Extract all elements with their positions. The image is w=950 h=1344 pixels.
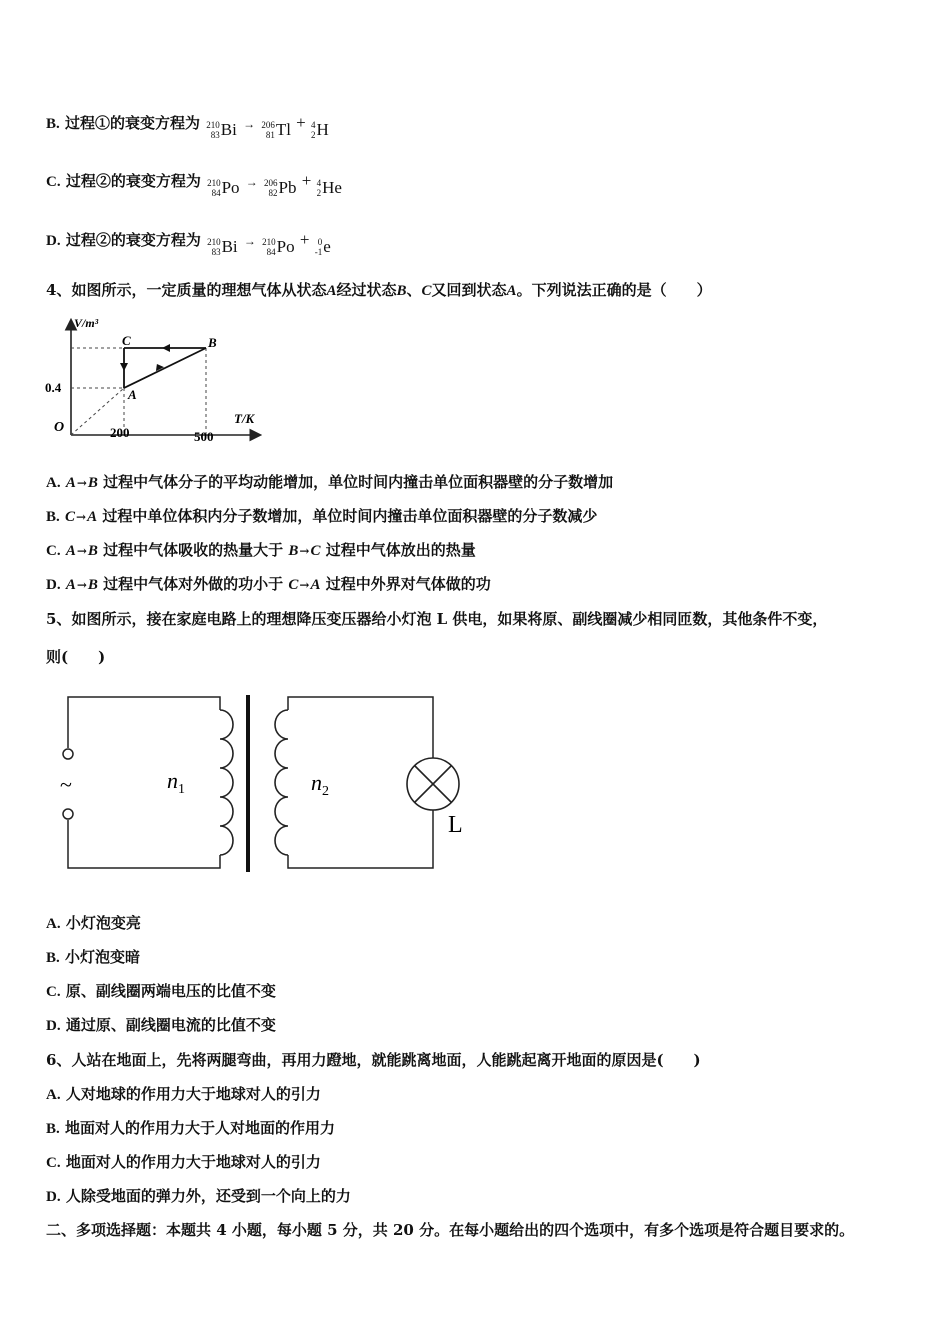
state-label: A <box>326 283 337 299</box>
mass-number: 210 <box>206 120 220 130</box>
section-text: 二、多项选择题：本题共 4 小题，每小题 5 分，共 20 分。在每小题给出的四个选项中，有多个选项是符合题目要求的。 <box>46 1221 855 1239</box>
lamp-label: L <box>448 812 463 838</box>
option-text: 小灯泡变亮 <box>65 914 141 932</box>
state-label: C <box>288 577 299 593</box>
decay-equation <box>206 171 343 198</box>
mass-number: 0 <box>317 237 323 247</box>
option-letter: D. <box>46 233 61 249</box>
state-label: A <box>506 283 517 299</box>
arrow-ca <box>120 363 128 371</box>
state-label: A <box>65 475 76 491</box>
nuclide-daughter <box>261 120 291 140</box>
ac-source-symbol: ~ <box>60 772 72 797</box>
option-letter: B. <box>46 116 60 132</box>
secondary-turns-label: $n_2$ <box>311 770 329 799</box>
mass-number: 210 <box>207 178 221 188</box>
secondary-wire-top <box>288 697 433 758</box>
reaction-arrow: → <box>243 234 256 248</box>
process-arrow: → <box>299 544 310 558</box>
option-text: 地面对人的作用力大于人对地面的作用力 <box>65 1119 336 1137</box>
option-text: 过程中气体分子的平均动能增加，单位时间内撞击单位面积器壁的分子数增加 <box>103 473 614 491</box>
process-arrow: → <box>76 510 87 524</box>
option-text: 过程中单位体积内分子数增加，单位时间内撞击单位面积器壁的分子数减少 <box>102 507 598 525</box>
option-text: 地面对人的作用力大于地球对人的引力 <box>65 1153 321 1171</box>
plus-sign: + <box>299 230 310 249</box>
element-symbol: Bi <box>220 120 237 139</box>
q5-option-b <box>46 947 140 968</box>
option-text: 通过原、副线圈电流的比值不变 <box>65 1016 276 1034</box>
plus-sign: + <box>301 171 312 190</box>
option-letter: C. <box>46 1155 61 1171</box>
stem-part: 如图所示，一定质量的理想气体从状态 <box>71 281 327 299</box>
stem-text: 如图所示，接在家庭电路上的理想降压变压器给小灯泡 L 供电，如果将原、副线圈减少相同匝数，其他条件不变， <box>71 610 828 628</box>
option-letter: D. <box>46 1189 61 1205</box>
mass-number: 206 <box>264 178 278 188</box>
q3-option-b <box>46 113 330 140</box>
arrow-bc <box>162 344 170 352</box>
secondary-wire-bottom <box>288 810 433 868</box>
q6-option-b <box>46 1118 335 1139</box>
stem-text: 人站在地面上，先将两腿弯曲，再用力蹬地，就能跳离地面，人能跳起离开地面的原因是( ) <box>71 1051 701 1069</box>
element-symbol: Tl <box>275 120 291 139</box>
q4-option-c <box>46 540 476 561</box>
mass-number: 4 <box>316 178 322 188</box>
q6-option-c <box>46 1152 321 1173</box>
element-symbol: Po <box>276 237 295 256</box>
stem-part: 。下列说法正确的是（ ） <box>516 281 712 299</box>
origin-label: O <box>54 420 65 435</box>
reaction-arrow: → <box>245 175 258 189</box>
state-label: A <box>65 543 76 559</box>
option-letter: C. <box>46 174 61 190</box>
q6-option-a <box>46 1084 321 1105</box>
element-symbol: He <box>322 178 342 197</box>
secondary-coil <box>275 710 288 855</box>
vt-graph <box>44 315 274 445</box>
q4-stem <box>46 280 712 301</box>
primary-wire-bottom <box>68 820 220 868</box>
nuclide-daughter <box>262 237 294 257</box>
option-text: 过程中气体对外做的功小于 <box>103 575 284 593</box>
q5-option-a <box>46 913 141 934</box>
element-symbol: H <box>316 120 329 139</box>
nuclide-parent <box>206 120 237 140</box>
y-axis-label: V/m³ <box>74 316 99 330</box>
primary-coil <box>220 710 233 855</box>
stem-text: 则( ) <box>46 648 106 666</box>
nuclide-daughter <box>264 178 296 198</box>
point-label-b: B <box>208 335 217 350</box>
section2-heading <box>46 1220 854 1240</box>
state-label: B <box>87 577 98 593</box>
nuclide-parent <box>207 178 239 198</box>
process-arrow: → <box>76 544 87 558</box>
mass-number: 4 <box>311 120 316 130</box>
point-label-c: C <box>122 333 131 348</box>
atomic-number: 82 <box>268 188 278 198</box>
q4-option-b <box>46 506 597 527</box>
stem-part: 又回到状态 <box>431 281 507 299</box>
x-axis-label: T/K <box>234 411 255 426</box>
state-label: B <box>87 543 98 559</box>
nuclide-emitted <box>317 178 342 198</box>
primary-turns-label: $n_1$ <box>167 768 185 797</box>
state-label: C <box>65 509 76 525</box>
element-symbol: e <box>323 237 331 256</box>
option-text: 人除受地面的弹力外，还受到一个向上的力 <box>65 1187 351 1205</box>
nuclide-emitted <box>315 237 331 257</box>
state-label: C <box>421 283 432 299</box>
q5-option-c <box>46 981 276 1002</box>
process-arrow: → <box>76 476 87 490</box>
option-letter: A. <box>46 916 61 932</box>
source-terminal-top <box>63 749 73 759</box>
atomic-number: 81 <box>265 130 275 140</box>
source-terminal-bottom <box>63 809 73 819</box>
x-tick-label: 200 <box>110 425 130 440</box>
option-letter: D. <box>46 1018 61 1034</box>
question-number: 4、 <box>46 281 72 299</box>
option-text: 过程①的衰变方程为 <box>65 114 201 132</box>
q5-stem-line1 <box>46 609 827 629</box>
option-text: 过程中气体吸收的热量大于 <box>103 541 284 559</box>
q4-option-d <box>46 574 491 595</box>
atomic-number: 84 <box>211 188 221 198</box>
option-letter: C. <box>46 984 61 1000</box>
atomic-number: 83 <box>210 130 220 140</box>
option-text: 过程中气体放出的热量 <box>325 541 476 559</box>
option-text: 过程中外界对气体做的功 <box>325 575 491 593</box>
state-label: C <box>310 543 321 559</box>
primary-wire-top <box>68 697 220 748</box>
option-letter: B. <box>46 1121 60 1137</box>
atomic-number: -1 <box>314 247 323 257</box>
question-number: 6、 <box>46 1051 72 1069</box>
x-tick-label: 500 <box>194 429 214 444</box>
point-label-a: A <box>128 387 137 402</box>
stem-part: 经过状态 <box>336 281 397 299</box>
option-letter: A. <box>46 475 61 491</box>
decay-equation <box>206 230 332 257</box>
option-letter: C. <box>46 543 61 559</box>
state-label: A <box>87 509 98 525</box>
nuclide-parent <box>207 237 238 257</box>
q6-stem <box>46 1050 701 1070</box>
state-label: B <box>87 475 98 491</box>
atomic-number: 83 <box>211 247 221 257</box>
y-tick-label: 0.4 <box>45 380 62 395</box>
q3-option-c <box>46 171 343 198</box>
plus-sign: + <box>296 113 306 132</box>
state-label: B <box>396 283 407 299</box>
option-text: 原、副线圈两端电压的比值不变 <box>65 982 276 1000</box>
option-text: 过程②的衰变方程为 <box>65 231 201 249</box>
atomic-number: 84 <box>266 247 276 257</box>
decay-equation <box>205 113 330 140</box>
q5-option-d <box>46 1015 276 1036</box>
nuclide-emitted <box>311 120 329 140</box>
reaction-arrow: → <box>243 117 256 131</box>
q4-option-a <box>46 472 613 493</box>
state-label: A <box>310 577 321 593</box>
q3-option-d <box>46 230 332 257</box>
option-text: 小灯泡变暗 <box>65 948 141 966</box>
state-label: A <box>65 577 76 593</box>
separator: 、 <box>406 281 422 299</box>
q6-option-d <box>46 1186 351 1207</box>
question-number: 5、 <box>46 610 72 628</box>
option-text: 过程②的衰变方程为 <box>65 172 201 190</box>
atomic-number: 2 <box>311 130 316 140</box>
atomic-number: 2 <box>316 188 322 198</box>
process-a-b <box>124 348 206 388</box>
option-letter: B. <box>46 950 60 966</box>
mass-number: 210 <box>262 237 276 247</box>
q5-stem-line2 <box>46 647 105 667</box>
transformer-circuit <box>50 690 480 880</box>
process-arrow: → <box>299 578 310 592</box>
option-letter: B. <box>46 509 60 525</box>
element-symbol: Bi <box>221 237 238 256</box>
option-text: 人对地球的作用力大于地球对人的引力 <box>65 1085 321 1103</box>
element-symbol: Pb <box>278 178 297 197</box>
option-letter: D. <box>46 577 61 593</box>
mass-number: 210 <box>207 237 221 247</box>
state-label: B <box>288 543 299 559</box>
element-symbol: Po <box>221 178 240 197</box>
option-letter: A. <box>46 1087 61 1103</box>
mass-number: 206 <box>261 120 275 130</box>
process-arrow: → <box>76 578 87 592</box>
